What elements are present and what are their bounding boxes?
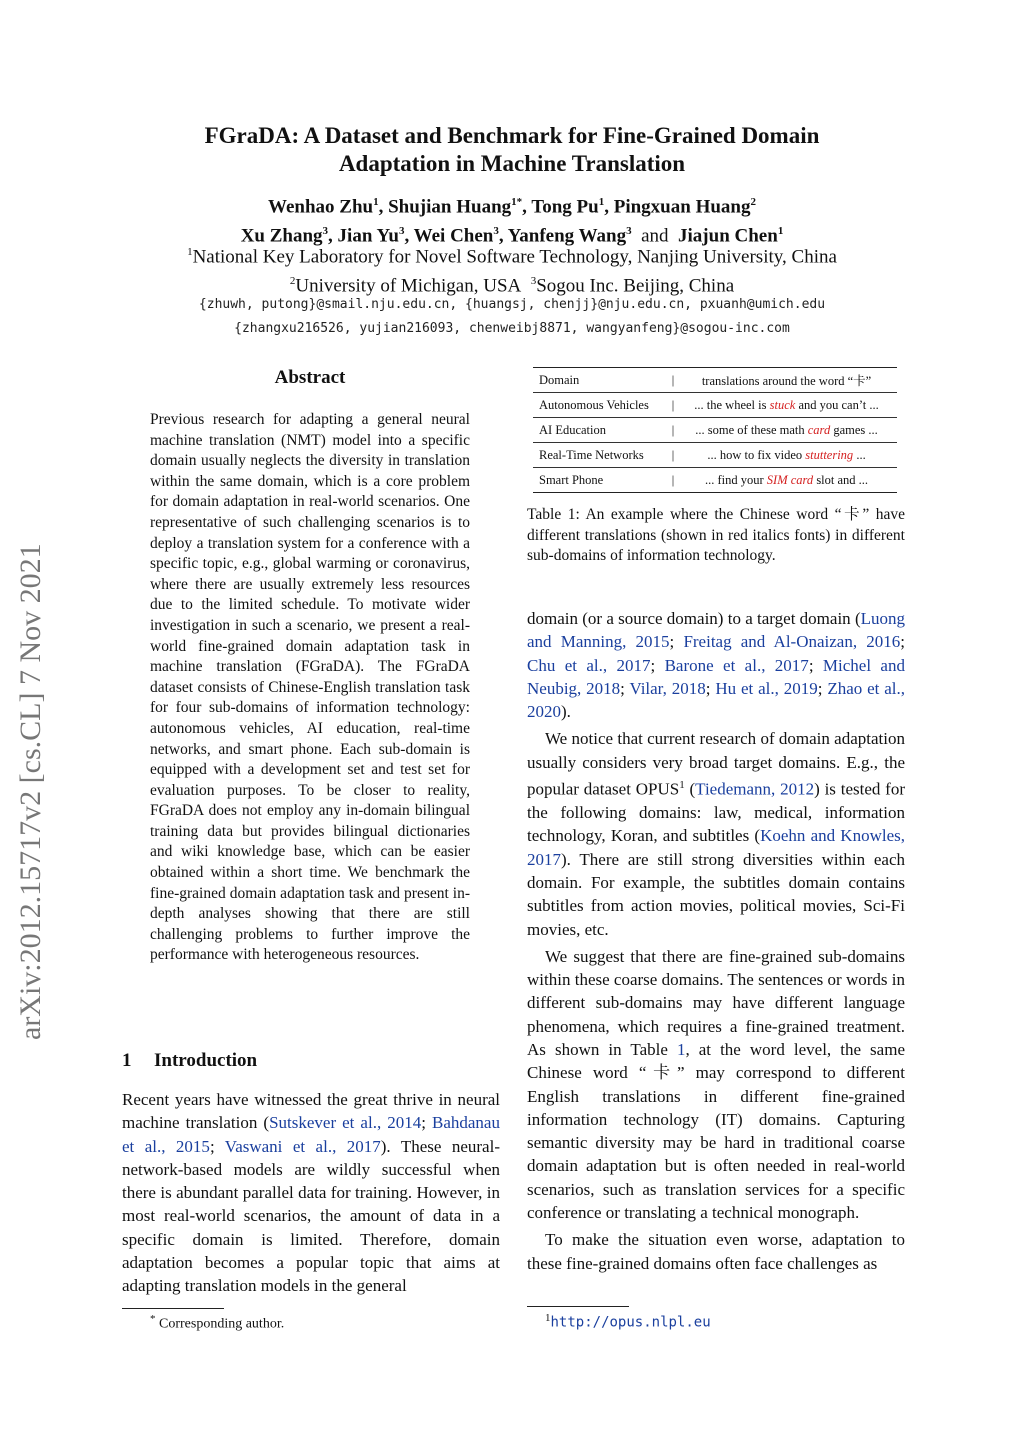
footnote-text: Corresponding author. <box>159 1316 285 1332</box>
footnote-mark: * <box>150 1313 156 1325</box>
body-text: ). These neural-network-based models are wildly successful when there is abundant parallel data for training. However, in most real-world scenarios, the amount of data in a specific domain is limited. Therefore, domain adaptation becomes a popular topic that aims at adapting translation models in the general <box>122 1136 500 1296</box>
affil-text: University of Michigan, USA <box>295 275 522 297</box>
citation-link[interactable]: Hu et al., 2019 <box>715 678 818 698</box>
author-name: Wei Chen <box>413 225 494 247</box>
author-sup: 3 <box>626 225 632 238</box>
footnote-corresponding <box>150 1313 284 1333</box>
cell-text: ... how to fix video <box>707 447 806 462</box>
translation-cell <box>676 418 897 443</box>
highlighted-translation: card <box>807 422 831 437</box>
table-row <box>533 368 897 393</box>
affil-sup: 1 <box>187 246 193 258</box>
citation-link[interactable]: Chu et al., 2017 <box>527 655 651 675</box>
paper-title <box>120 122 904 178</box>
citation-link[interactable]: Vilar, 2018 <box>629 678 706 698</box>
footnote-rule <box>527 1306 629 1307</box>
email-list <box>100 293 924 341</box>
author-name: Wenhao Zhu <box>268 196 374 218</box>
table-row <box>533 393 897 418</box>
body-text: We suggest that there are fine-grained sub-domains within these coarse domains. The sentences or words in different sub-domains may have different language phenomena, which requires a fine-grained treatment. As shown in Table <box>527 946 905 1059</box>
email-line-1: {zhuwh, putong}@smail.nju.edu.cn, {huangsj, chenjj}@nju.edu.cn, pxuanh@umich.edu <box>198 297 826 312</box>
citation-link[interactable]: Koehn and Knowles, 2017 <box>527 826 905 869</box>
author-name: Shujian Huang <box>388 196 512 218</box>
intro-paragraph-1: Recent years have witnessed the great thrive in neural machine translation (Sutskever et al., 2014; Bahdanau et al., 2015; Vaswani et al., 2017). These neural-network-based models are wildly successful when there is abundant parallel data for training. However, in most real-world scenarios, the amount of data in a specific domain is limited. Therefore, domain adaptation becomes a popular topic that aims at adapting translation models in the general <box>122 1090 500 1296</box>
corresponding-author-sup[interactable]: 1* <box>511 196 523 208</box>
table-1-caption: Table 1: An example where the Chinese word “卡” have different translations (shown in red italics fonts) in different sub-domains of information technology. <box>527 506 905 565</box>
affil-sup: 3 <box>530 275 537 288</box>
body-text: ). <box>561 702 571 722</box>
affiliations <box>100 240 924 299</box>
footnote-ref[interactable]: 1 <box>679 779 685 792</box>
column-separator: | <box>671 422 675 437</box>
paragraph: We notice that current research of domain adaptation usually considers very broad target domains. E.g., the popular dataset OPUS$^1$ (Tiedemann, 2012) is tested for the following domains: law, medical, information technology, Koran, and subtitles (Koehn and Knowles, 2017). There are still strong diversities within each domain. For example, the subtitles domain contains subtitles from action movies, political movies, Sci-Fi movies, etc. <box>527 729 905 939</box>
cell-text: slot and ... <box>813 472 869 487</box>
domain-cell: Domain <box>539 372 580 387</box>
author-name: Jian Yu <box>337 225 399 247</box>
translation-cell <box>676 393 897 418</box>
section-title: Introduction <box>154 1050 258 1071</box>
column-separator: | <box>671 472 675 487</box>
affil-text: Sogou Inc. Beijing, China <box>536 275 735 297</box>
author-sup: 2 <box>750 196 756 208</box>
cell-text: and you can’t ... <box>795 397 879 412</box>
table-1 <box>533 367 897 493</box>
body-text: We notice that current research of domain adaptation usually considers very broad target domains. E.g., the popular dataset OPUS <box>527 729 905 799</box>
translation-cell <box>676 468 897 493</box>
column-separator: | <box>671 372 675 387</box>
author-name: Pingxuan Huang <box>613 196 751 218</box>
citation-link[interactable]: Freitag and Al-Onaizan, 2016 <box>683 632 901 652</box>
cell-text: ... <box>853 447 866 462</box>
affiliation-1 <box>100 240 924 269</box>
author-line-2: Xu Zhang$^3$, Jian Yu$^3$, Wei Chen$^3$, Yanfeng Wang$^3$ and Jiajun Chen$^1$ <box>240 225 784 247</box>
author-sup: 1 <box>777 225 784 238</box>
cell-text: games ... <box>830 422 878 437</box>
domain-cell: Smart Phone <box>539 472 604 487</box>
translation-cell <box>676 368 897 393</box>
cell-text: ... the wheel is <box>694 397 770 412</box>
right-column-body <box>527 607 905 1277</box>
affil-text: National Key Laboratory for Novel Software Technology, Nanjing University, China <box>192 246 837 268</box>
title-line-1: FGraDA: A Dataset and Benchmark for Fine-Grained Domain <box>204 123 820 148</box>
body-text: , at the word level, the same Chinese word “卡” may correspond to different English translations in different fine-grained information technology (IT) domains. Capturing semantic diversity may be hard in traditional coarse domain adaptation but is often needed in real-world scenarios, such as translation services for a specific conference or translating a technical monograph. <box>527 1040 905 1223</box>
author-name: Tong Pu <box>531 196 599 218</box>
citation-link[interactable]: Sutskever et al., 2014 <box>269 1113 422 1133</box>
highlighted-translation: stuck <box>769 397 796 412</box>
cell-text: ... some of these math <box>695 422 808 437</box>
and-word: and <box>641 225 669 247</box>
author-sup: 3 <box>493 225 499 238</box>
citation-link[interactable]: Bahdanau et al., 2015 <box>122 1113 500 1156</box>
footnote-mark: 1 <box>545 1312 551 1324</box>
paragraph <box>527 945 905 1225</box>
citation-link[interactable]: Tiedemann, 2012 <box>695 779 815 799</box>
body-text: ) is tested for the following domains: law, medical, information technology, Koran, and subtitles ( <box>527 779 905 846</box>
arxiv-stamp: arXiv:2012.15717v2 [cs.CL] 7 Nov 2021 <box>14 543 47 1040</box>
table-ref-link[interactable]: 1 <box>676 1040 686 1059</box>
abstract-text: Previous research for adapting a general neural machine translation (NMT) model into a specific domain usually neglects the diversity in translation within the same domain, which is a core problem for domain adaptation in real-world scenarios. One representative of such challenging scenarios is to deploy a translation system for a conference with a specific topic, e.g., global warming or coronavirus, where there are usually extremely less resources due to the limited schedule. To motivate wider investigation in such a scenario, we present a real-world fine-grained domain adaptation task in machine translation (FGraDA). The FGraDA dataset consists of Chinese-English translation task for four sub-domains of information technology: autonomous vehicles, AI education, real-time networks, and smart phone. Each sub-domain is equipped with a development set and test set for evaluation purposes. To be closer to reality, FGraDA does not employ any in-domain bilingual training data but provides bilingual dictionaries and wiki knowledge base, which can be easier obtained within a short time. We benchmark the fine-grained domain adaptation task and present in-depth analyses showing that there are still challenging problems to further improve the performance with heterogeneous resources. <box>150 411 470 964</box>
table-row <box>533 443 897 468</box>
affil-sup: 2 <box>289 275 296 288</box>
domain-cell: Autonomous Vehicles <box>539 397 649 412</box>
table-row <box>533 468 897 493</box>
author-sup: 3 <box>322 225 329 238</box>
body-text: Recent years have witnessed the great thrive in neural machine translation ( <box>122 1090 500 1133</box>
column-separator: | <box>671 397 675 412</box>
citation-link[interactable]: Luong and Manning, 2015 <box>527 609 905 652</box>
highlighted-translation: stuttering <box>805 447 854 462</box>
section-number: 1 <box>122 1050 132 1071</box>
citation-link[interactable]: Zhao et al., 2020 <box>527 678 905 722</box>
title-line-2: Adaptation in Machine Translation <box>338 151 686 176</box>
author-name: Jiajun Chen <box>678 225 778 247</box>
paragraph: domain (or a source domain) to a target domain (Luong and Manning, 2015; Freitag and Al-Onaizan, 2016; Chu et al., 2017; Barone et al., 2017; Michel and Neubig, 2018; Vilar, 2018; Hu et al., 2019; Zhao et al., 2020). <box>527 609 905 722</box>
highlighted-translation: SIM card <box>766 472 814 487</box>
footnote-opus <box>545 1312 711 1332</box>
table-row <box>533 418 897 443</box>
author-sup: 1 <box>373 196 379 208</box>
author-line-1: Wenhao Zhu$^1$, Shujian Huang$^{1*}$, Tong Pu$^1$, Pingxuan Huang$^2$ <box>268 196 756 218</box>
domain-cell: AI Education <box>539 422 606 437</box>
cell-text: ... find your <box>704 472 767 487</box>
author-name: Xu Zhang <box>240 225 323 247</box>
section-heading <box>122 1050 257 1072</box>
footnote-url-link[interactable]: http://opus.nlpl.eu <box>550 1314 711 1331</box>
abstract-heading: Abstract <box>274 367 346 388</box>
author-sup: 3 <box>398 225 405 238</box>
body-text: domain (or a source domain) to a target domain ( <box>527 609 861 628</box>
domain-cell: Real-Time Networks <box>539 447 644 462</box>
footnote-rule <box>122 1308 224 1309</box>
body-text: ). There are still strong diversities within each domain. For example, the subtitles domain contains subtitles from action movies, political movies, Sci-Fi movies, etc. <box>527 849 905 939</box>
email-line-2: {zhangxu216526, yujian216093, chenweibj8871, wangyanfeng}@sogou-inc.com <box>234 321 790 336</box>
paragraph: To make the situation even worse, adaptation to these fine-grained domains often face challenges as <box>527 1230 905 1273</box>
citation-link[interactable]: Barone et al., 2017 <box>664 655 809 675</box>
author-sup: 1 <box>598 196 605 208</box>
citation-link[interactable]: Michel and Neubig, 2018 <box>527 655 905 698</box>
translation-cell <box>676 443 897 468</box>
author-name: Yanfeng Wang <box>507 225 627 247</box>
citation-link[interactable]: Vaswani et al., 2017 <box>224 1136 381 1156</box>
column-separator: | <box>671 447 675 462</box>
cell-text: translations around the word “卡” <box>701 374 872 388</box>
